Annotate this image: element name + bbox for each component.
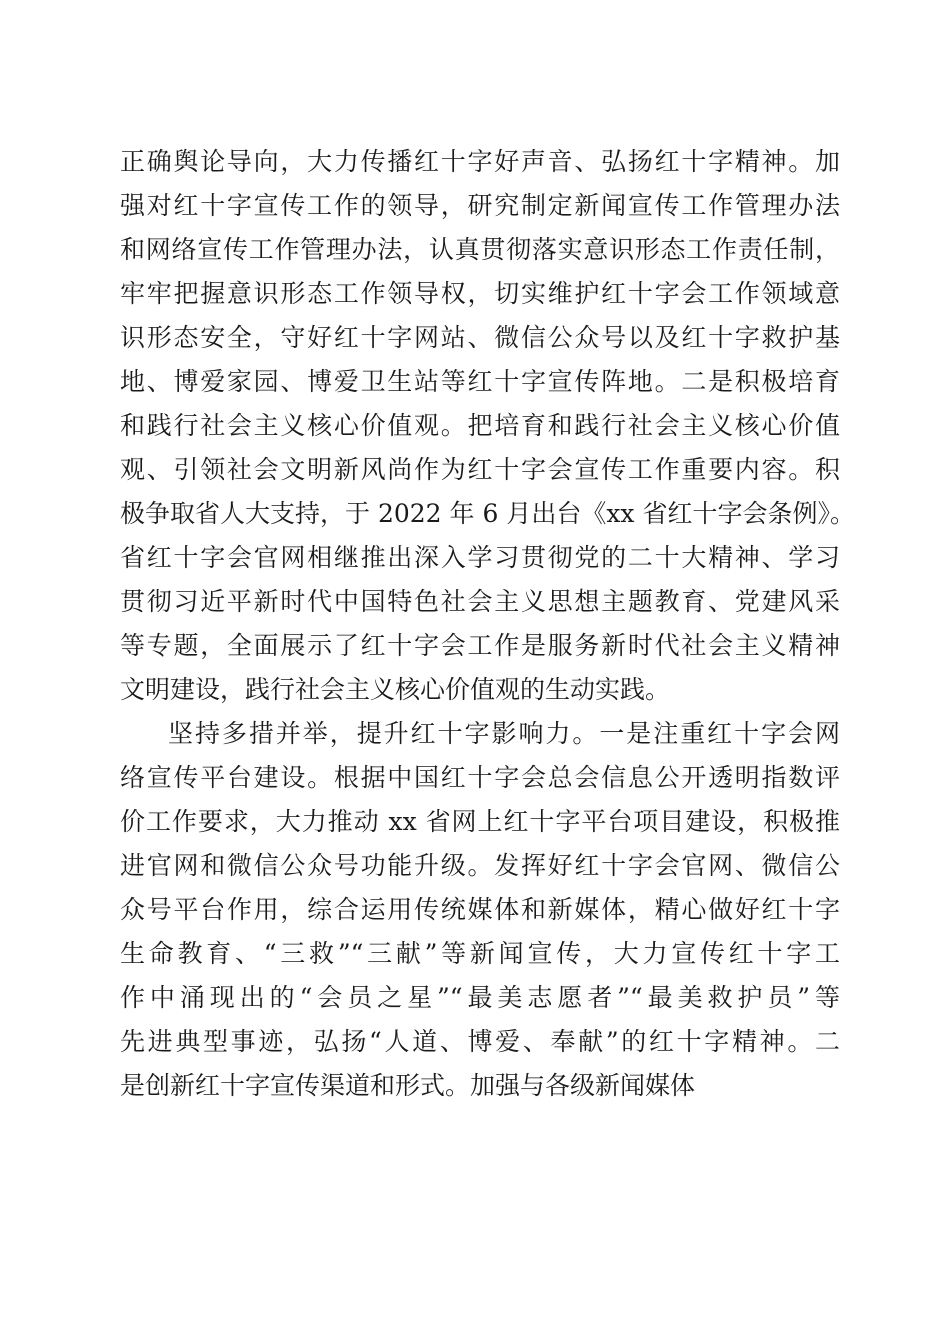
text-line: 牢牢把握意识形态工作领导权，切实维护红十字会工作领域意 (120, 279, 840, 308)
text-line: 贯彻习近平新时代中国特色社会主义思想主题教育、党建风采 (120, 587, 840, 616)
text-line: 识形态安全，守好红十字网站、微信公众号以及红十字救护基 (120, 323, 840, 352)
text-line: 极争取省人大支持，于 2022 年 6 月出台《xx 省红十字会条例》。 (120, 499, 855, 528)
document-body (120, 140, 855, 1108)
text-line: 等专题，全面展示了红十字会工作是服务新时代社会主义精神 (120, 631, 840, 660)
text-line: 先进典型事迹，弘扬“人道、博爱、奉献”的红十字精神。二 (120, 1027, 840, 1056)
text-line: 价工作要求，大力推动 xx 省网上红十字平台项目建设，积极推 (120, 807, 840, 836)
text-line: 和网络宣传工作管理办法，认真贯彻落实意识形态工作责任制， (120, 235, 840, 264)
text-line: 省红十字会官网相继推出深入学习贯彻党的二十大精神、学习 (120, 543, 840, 572)
text-line: 正确舆论导向，大力传播红十字好声音、弘扬红十字精神。加 (120, 147, 840, 176)
text-line: 坚持多措并举，提升红十字影响力。一是注重红十字会网 (168, 719, 840, 748)
text-line: 络宣传平台建设。根据中国红十字会总会信息公开透明指数评 (120, 763, 840, 792)
paragraph-1 (120, 140, 855, 712)
text-line: 观、引领社会文明新风尚作为红十字会宣传工作重要内容。积 (120, 455, 840, 484)
text-line: 和践行社会主义核心价值观。把培育和践行社会主义核心价值 (120, 411, 840, 440)
text-line: 强对红十字宣传工作的领导，研究制定新闻宣传工作管理办法 (120, 191, 840, 220)
text-line: 生命教育、“三救”“三献”等新闻宣传，大力宣传红十字工 (120, 939, 840, 968)
paragraph-2 (120, 712, 840, 1108)
text-line: 进官网和微信公众号功能升级。发挥好红十字会官网、微信公 (120, 851, 840, 880)
text-line: 众号平台作用，综合运用传统媒体和新媒体，精心做好红十字 (120, 895, 840, 924)
text-line: 作中涌现出的“会员之星”“最美志愿者”“最美救护员”等 (120, 983, 840, 1012)
text-line: 地、博爱家园、博爱卫生站等红十字宣传阵地。二是积极培育 (120, 367, 840, 396)
text-line: 文明建设，践行社会主义核心价值观的生动实践。 (120, 675, 671, 704)
text-line: 是创新红十字宣传渠道和形式。加强与各级新闻媒体 (120, 1071, 696, 1100)
